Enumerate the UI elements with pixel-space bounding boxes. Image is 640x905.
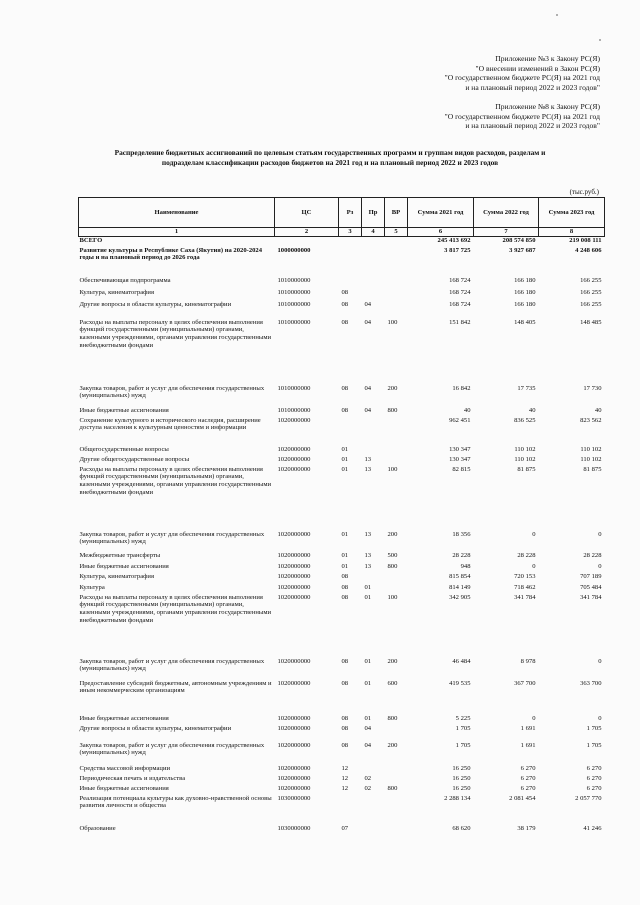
table-row [79, 715, 605, 725]
row-name: Иные бюджетные ассигнования [79, 562, 169, 570]
row-name: Расходы на выплаты персоналу в целях обеспечения выполнения функций государственными (муниципальными) органами, казенными учреждениями, органами управления государственными внебюджетными фондами [79, 593, 272, 624]
row-sum-2023: 40 [594, 406, 602, 414]
row-vr [385, 573, 408, 584]
row-pr: 01 [364, 657, 372, 665]
table-row [79, 466, 605, 531]
row-vr [385, 775, 408, 785]
row-sum-2022: 17 735 [517, 384, 536, 392]
row-cs: 1020000000 [277, 562, 311, 570]
appendix-header-top [445, 54, 600, 92]
row-pr: 04 [364, 318, 372, 326]
row-sum-2022: 2 081 454 [509, 794, 536, 802]
row-pr: 01 [364, 583, 372, 591]
table-row [79, 531, 605, 552]
row-pr: 04 [364, 406, 372, 414]
row-sum-2023: 110 102 [580, 455, 602, 463]
row-cs: 1010000000 [277, 318, 311, 326]
row-pr: 04 [364, 384, 372, 392]
row-rz: 08 [341, 300, 349, 308]
row-sum-2023: 81 875 [583, 465, 602, 473]
table-row [79, 319, 605, 385]
table-row [79, 552, 605, 563]
row-sum-2023: 707 189 [580, 572, 602, 580]
row-rz [339, 795, 362, 823]
row-cs: 1010000000 [277, 384, 311, 392]
row-name: Межбюджетные трансферты [79, 551, 161, 559]
row-pr [362, 446, 385, 456]
row-vr [385, 237, 408, 247]
row-cs: 1010000000 [277, 300, 311, 308]
row-rz: 08 [341, 593, 349, 601]
row-pr: 02 [364, 784, 372, 792]
row-cs: 1020000000 [277, 572, 311, 580]
row-sum-2022: 718 462 [514, 583, 536, 591]
row-rz: 08 [341, 288, 349, 296]
appendix-line: и на плановый период 2022 и 2023 годов" [465, 121, 600, 131]
row-pr [362, 795, 385, 823]
row-name: Расходы на выплаты персоналу в целях обеспечения выполнения функций государственными (муниципальными) органами, казенными учреждениями, органами управления государственными внебюджетными фондами [79, 465, 272, 496]
row-sum-2022: 8 978 [520, 657, 536, 665]
appendix-line: "О государственном бюджете РС(Я) на 2021 год [444, 111, 600, 121]
row-sum-2023: 17 730 [583, 384, 602, 392]
row-sum-2021: 948 [460, 562, 471, 570]
row-sum-2021: 16 250 [452, 784, 471, 792]
row-sum-2021: 68 620 [452, 824, 471, 832]
row-vr [385, 725, 408, 742]
table-row [79, 742, 605, 765]
row-sum-2023: 166 255 [580, 276, 602, 284]
row-name: Расходы на выплаты персоналу в целях обеспечения выполнения функций государственными (муниципальными) органами, казенными учреждениями, органами управления государственными внебюджетными фондами [79, 318, 272, 349]
table-row [79, 765, 605, 775]
table-body [79, 237, 605, 835]
row-vr [385, 823, 408, 835]
row-pr [362, 277, 385, 289]
table-row [79, 301, 605, 319]
row-sum-2022: 40 [528, 406, 536, 414]
row-name: Культура [79, 583, 105, 591]
row-cs: 1020000000 [277, 679, 311, 687]
row-sum-2022: 1 691 [520, 741, 536, 749]
row-sum-2022: 110 102 [514, 455, 536, 463]
row-sum-2023: 1 705 [586, 724, 602, 732]
row-name: Сохранение культурного и исторического наследия, расширение доступа населения к культурным ценностям и информации [79, 416, 261, 432]
row-sum-2022: 6 270 [520, 784, 536, 792]
row-sum-2023: 341 784 [580, 593, 602, 601]
row-sum-2021: 1 705 [455, 724, 471, 732]
row-rz: 01 [341, 530, 349, 538]
row-sum-2021: 3 817 725 [444, 246, 471, 254]
col-number: 2 [275, 228, 339, 237]
row-name: Закупка товаров, работ и услуг для обеспечения государственных (муниципальных) нужд [79, 657, 265, 673]
row-cs: 1030000000 [277, 824, 311, 832]
row-cs: 1020000000 [277, 530, 311, 538]
row-name: Иные бюджетные ассигнования [79, 406, 169, 414]
appendix-line: "О государственном бюджете РС(Я) на 2021 год [444, 73, 600, 83]
row-sum-2022: 367 700 [514, 679, 536, 687]
col-number: 3 [339, 228, 362, 237]
col-header-rz: Рз [339, 198, 362, 228]
row-rz: 08 [341, 657, 349, 665]
row-pr [362, 247, 385, 277]
row-sum-2022: 81 875 [517, 465, 536, 473]
row-sum-2021: 814 149 [449, 583, 471, 591]
scan-speck [556, 14, 558, 16]
row-cs: 1020000000 [277, 551, 311, 559]
row-vr: 200 [387, 384, 398, 392]
row-rz: 08 [341, 583, 349, 591]
row-rz: 08 [341, 406, 349, 414]
row-sum-2023: 6 270 [586, 764, 602, 772]
row-rz: 08 [341, 714, 349, 722]
row-vr [385, 795, 408, 823]
row-cs: 1020000000 [277, 657, 311, 665]
row-sum-2022: 1 691 [520, 724, 536, 732]
scan-speck [599, 39, 601, 41]
row-cs: 1020000000 [277, 416, 311, 424]
row-vr: 800 [387, 784, 398, 792]
row-pr: 04 [364, 724, 372, 732]
row-sum-2021: 130 347 [449, 445, 471, 453]
document-title [70, 148, 590, 168]
row-name: Закупка товаров, работ и услуг для обеспечения государственных (муниципальных) нужд [79, 530, 265, 546]
row-sum-2023: 148 485 [580, 318, 602, 326]
row-sum-2021: 40 [463, 406, 471, 414]
appendix-line: "О внесении изменений в Закон РС(Я) [475, 63, 600, 73]
row-cs: 1010000000 [277, 406, 311, 414]
row-rz [339, 417, 362, 446]
row-sum-2021: 18 356 [452, 530, 471, 538]
row-sum-2023: 28 228 [583, 551, 602, 559]
row-sum-2021: 168 724 [449, 288, 471, 296]
row-pr: 13 [364, 562, 372, 570]
row-vr: 200 [387, 741, 398, 749]
row-name: ВСЕГО [79, 237, 103, 244]
row-pr: 04 [364, 741, 372, 749]
row-sum-2022: 0 [532, 562, 536, 570]
row-sum-2022: 341 784 [514, 593, 536, 601]
row-vr [385, 584, 408, 594]
row-sum-2023: 2 057 770 [575, 794, 602, 802]
row-name: Развитие культуры в Республике Саха (Якутия) на 2020-2024 годы и на плановый период до 2026 года [79, 246, 263, 262]
row-sum-2021: 82 815 [452, 465, 471, 473]
row-vr [385, 289, 408, 301]
row-rz: 01 [341, 551, 349, 559]
row-vr: 200 [387, 657, 398, 665]
appendix-header-bottom [445, 102, 600, 131]
table-row [79, 563, 605, 573]
row-rz: 12 [341, 774, 349, 782]
row-pr [362, 573, 385, 584]
row-pr: 01 [364, 714, 372, 722]
header-row [79, 198, 605, 228]
row-pr [362, 289, 385, 301]
row-cs: 1020000000 [277, 784, 311, 792]
table-row [79, 247, 605, 277]
row-cs: 1020000000 [277, 774, 311, 782]
row-sum-2023: 166 255 [580, 288, 602, 296]
row-cs: 1020000000 [277, 445, 311, 453]
row-rz: 01 [341, 465, 349, 473]
budget-table [78, 197, 605, 835]
row-name: Закупка товаров, работ и услуг для обеспечения государственных (муниципальных) нужд [79, 384, 265, 400]
row-sum-2021: 168 724 [449, 276, 471, 284]
row-rz [339, 277, 362, 289]
row-sum-2022: 166 180 [514, 288, 536, 296]
row-vr: 100 [387, 465, 398, 473]
table-row [79, 680, 605, 715]
row-vr: 100 [387, 593, 398, 601]
row-sum-2021: 16 842 [452, 384, 471, 392]
table-row [79, 237, 605, 247]
row-sum-2022: 28 228 [517, 551, 536, 559]
col-number: 5 [385, 228, 408, 237]
row-cs: 1020000000 [277, 714, 311, 722]
table-row [79, 573, 605, 584]
row-name: Закупка товаров, работ и услуг для обеспечения государственных (муниципальных) нужд [79, 741, 265, 757]
row-rz: 12 [341, 784, 349, 792]
row-name: Другие общегосударственные вопросы [79, 455, 190, 463]
table-row [79, 785, 605, 795]
table-row [79, 725, 605, 742]
row-sum-2021: 419 535 [449, 679, 471, 687]
row-sum-2022: 836 525 [514, 416, 536, 424]
row-sum-2023: 1 705 [586, 741, 602, 749]
col-header-sum-2022: Сумма 2022 год [474, 198, 539, 228]
row-sum-2023: 0 [598, 562, 602, 570]
unit-label: (тыс.руб.) [569, 188, 599, 196]
row-sum-2022: 6 270 [520, 764, 536, 772]
row-name: Культура, кинематография [79, 572, 154, 580]
appendix-line: Приложение №3 к Закону РС(Я) [495, 54, 600, 63]
row-name: Иные бюджетные ассигнования [79, 714, 169, 722]
row-vr [385, 417, 408, 446]
row-vr [385, 247, 408, 277]
row-cs: 1020000000 [277, 764, 311, 772]
table-row [79, 795, 605, 823]
row-sum-2023: 41 246 [583, 824, 602, 832]
row-sum-2022: 110 102 [514, 445, 536, 453]
title-line: подразделам классификации расходов бюджетов на 2021 год и на плановый период 2022 и 2023 годов [161, 158, 499, 167]
row-pr: 02 [364, 774, 372, 782]
row-rz: 08 [341, 724, 349, 732]
row-pr: 01 [364, 679, 372, 687]
row-sum-2022: 720 153 [514, 572, 536, 580]
row-cs: 1020000000 [277, 455, 311, 463]
row-name: Обеспечивающая подпрограмма [79, 276, 171, 284]
table-row [79, 385, 605, 407]
row-cs: 1000000000 [277, 246, 311, 254]
row-sum-2022: 208 574 850 [502, 237, 536, 244]
row-sum-2021: 2 288 134 [444, 794, 471, 802]
row-name: Другие вопросы в области культуры, кинематографии [79, 724, 232, 732]
row-sum-2023: 823 562 [580, 416, 602, 424]
col-number: 8 [539, 228, 605, 237]
row-rz: 01 [341, 562, 349, 570]
row-name: Культура, кинематография [79, 288, 154, 296]
row-sum-2021: 5 225 [455, 714, 471, 722]
row-vr: 600 [387, 679, 398, 687]
row-pr [362, 765, 385, 775]
col-number: 6 [408, 228, 474, 237]
row-sum-2023: 6 270 [586, 774, 602, 782]
row-rz [339, 247, 362, 277]
row-cs: 1020000000 [277, 593, 311, 601]
row-cs: 1020000000 [277, 724, 311, 732]
row-name: Предоставление субсидий бюджетным, автономным учреждениям и иным некоммерческим организациям [79, 679, 272, 695]
row-name: Общегосударственные вопросы [79, 445, 169, 453]
row-cs: 1020000000 [277, 583, 311, 591]
row-sum-2022: 3 927 687 [509, 246, 536, 254]
row-sum-2021: 46 484 [452, 657, 471, 665]
row-name: Реализация потенциала культуры как духовно-нравственной основы развития личности и общества [79, 794, 272, 810]
row-name: Образование [79, 824, 116, 832]
row-rz: 08 [341, 318, 349, 326]
row-vr [385, 277, 408, 289]
col-header-name: Наименование [79, 198, 275, 228]
row-sum-2021: 168 724 [449, 300, 471, 308]
row-pr [362, 417, 385, 446]
row-vr: 800 [387, 406, 398, 414]
row-sum-2021: 16 250 [452, 774, 471, 782]
row-rz: 12 [341, 764, 349, 772]
row-vr [385, 301, 408, 319]
row-sum-2022: 6 270 [520, 774, 536, 782]
row-sum-2021: 28 228 [452, 551, 471, 559]
row-pr: 01 [364, 593, 372, 601]
col-number: 1 [79, 228, 275, 237]
row-sum-2022: 38 179 [517, 824, 536, 832]
row-vr [385, 456, 408, 466]
row-rz: 08 [341, 741, 349, 749]
table-row [79, 446, 605, 456]
title-line: Распределение бюджетных ассигнований по целевым статьям государственных программ и группам видов расходов, разделам и [114, 148, 546, 157]
col-header-vr: ВР [385, 198, 408, 228]
row-cs: 1020000000 [277, 741, 311, 749]
table-row [79, 823, 605, 835]
table-row [79, 289, 605, 301]
row-sum-2023: 0 [598, 657, 602, 665]
row-rz: 08 [341, 384, 349, 392]
row-sum-2022: 148 405 [514, 318, 536, 326]
row-rz: 08 [341, 679, 349, 687]
table-row [79, 594, 605, 658]
row-sum-2022: 166 180 [514, 300, 536, 308]
table-row [79, 775, 605, 785]
row-sum-2022: 0 [532, 714, 536, 722]
row-sum-2022: 166 180 [514, 276, 536, 284]
row-name: Иные бюджетные ассигнования [79, 784, 169, 792]
row-name: Другие вопросы в области культуры, кинематографии [79, 300, 232, 308]
row-pr: 13 [364, 530, 372, 538]
row-sum-2023: 0 [598, 530, 602, 538]
row-sum-2023: 6 270 [586, 784, 602, 792]
row-sum-2023: 110 102 [580, 445, 602, 453]
row-sum-2021: 16 250 [452, 764, 471, 772]
col-header-sum-2023: Сумма 2023 год [539, 198, 605, 228]
row-rz [339, 237, 362, 247]
appendix-line: Приложение №8 к Закону РС(Я) [495, 102, 600, 111]
row-rz: 01 [341, 445, 349, 453]
row-rz: 08 [341, 572, 349, 580]
row-vr: 800 [387, 562, 398, 570]
row-sum-2021: 130 347 [449, 455, 471, 463]
col-header-pr: Пр [362, 198, 385, 228]
row-sum-2021: 815 854 [449, 572, 471, 580]
table-row [79, 658, 605, 680]
column-number-row [79, 228, 605, 237]
row-vr [385, 765, 408, 775]
row-sum-2021: 1 705 [455, 741, 471, 749]
row-sum-2021: 962 451 [449, 416, 471, 424]
row-pr [362, 823, 385, 835]
appendix-line: и на плановый период 2022 и 2023 годов" [465, 82, 600, 92]
row-vr: 800 [387, 714, 398, 722]
row-vr: 500 [387, 551, 398, 559]
row-sum-2021: 245 413 692 [437, 237, 471, 244]
row-sum-2021: 342 905 [449, 593, 471, 601]
row-cs: 1030000000 [277, 794, 311, 802]
row-sum-2021: 151 842 [449, 318, 471, 326]
row-cs: 1020000000 [277, 465, 311, 473]
col-number: 4 [362, 228, 385, 237]
row-vr: 200 [387, 530, 398, 538]
row-cs [275, 237, 339, 247]
row-pr: 04 [364, 300, 372, 308]
row-name: Периодическая печать и издательства [79, 774, 186, 782]
row-vr: 100 [387, 318, 398, 326]
row-sum-2022: 0 [532, 530, 536, 538]
col-header-cs: ЦС [275, 198, 339, 228]
row-cs: 1010000000 [277, 276, 311, 284]
col-number: 7 [474, 228, 539, 237]
table-row [79, 277, 605, 289]
table-row [79, 417, 605, 446]
table-row [79, 584, 605, 594]
row-rz: 01 [341, 455, 349, 463]
row-rz: 07 [341, 824, 349, 832]
row-sum-2023: 0 [598, 714, 602, 722]
row-pr [362, 237, 385, 247]
row-sum-2023: 166 255 [580, 300, 602, 308]
row-sum-2023: 4 248 606 [575, 246, 602, 254]
row-sum-2023: 219 008 111 [569, 237, 602, 244]
row-pr: 13 [364, 465, 372, 473]
row-sum-2023: 363 700 [580, 679, 602, 687]
table-row [79, 407, 605, 417]
row-sum-2023: 705 484 [580, 583, 602, 591]
row-pr: 13 [364, 455, 372, 463]
row-cs: 1010000000 [277, 288, 311, 296]
col-header-sum-2021: Сумма 2021 год [408, 198, 474, 228]
row-pr: 13 [364, 551, 372, 559]
table-row [79, 456, 605, 466]
row-vr [385, 446, 408, 456]
row-name: Средства массовой информации [79, 764, 171, 772]
